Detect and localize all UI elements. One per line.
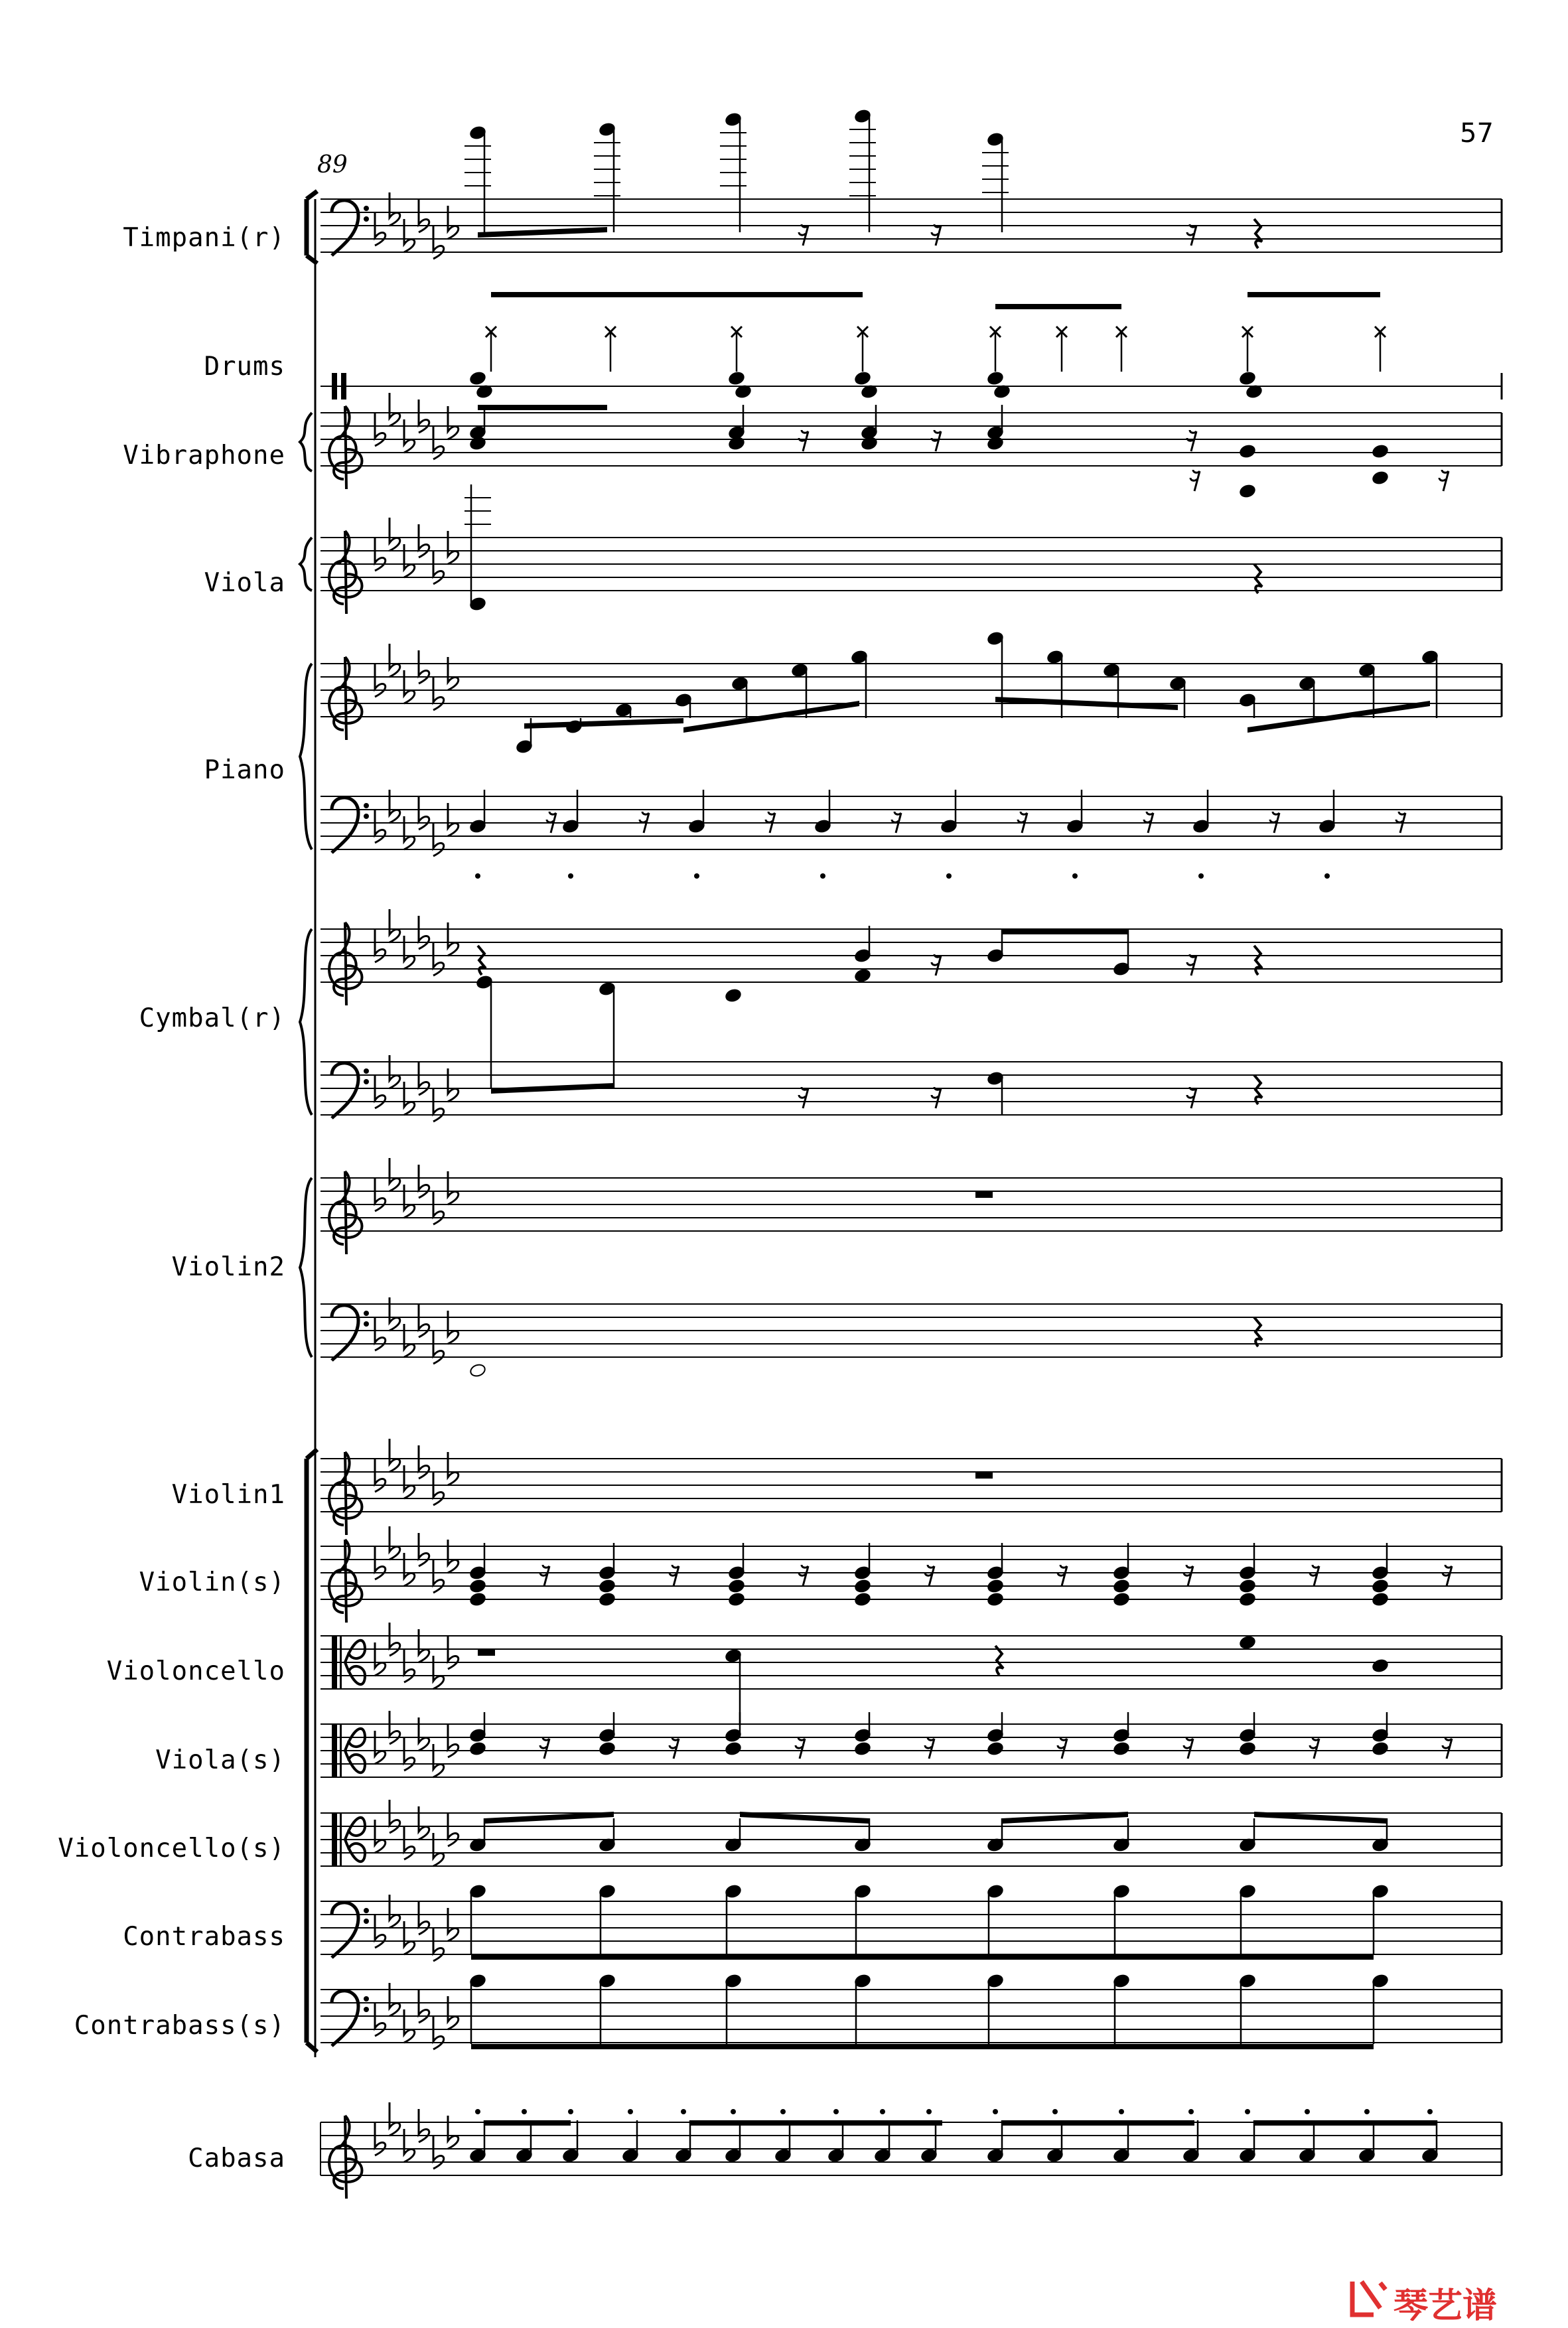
instrument-label-contrabass-s: Contrabass(s) xyxy=(74,2011,285,2041)
flat-icon xyxy=(419,199,429,232)
whole-rest xyxy=(975,1472,993,1479)
sixteenth-rest xyxy=(670,1737,679,1759)
notehead xyxy=(469,1579,486,1594)
flat-icon xyxy=(448,1636,459,1669)
instrument-label-viola: Viola xyxy=(204,568,285,598)
notehead xyxy=(1113,1592,1130,1607)
sixteenth-rest xyxy=(1058,1737,1067,1759)
brace-icon xyxy=(300,1178,312,1357)
flat-icon xyxy=(433,1088,444,1122)
flat-icon xyxy=(448,1908,459,1941)
notehead xyxy=(599,1579,616,1594)
beam xyxy=(471,1954,1374,1960)
flat-icon xyxy=(390,790,400,823)
flat-icon xyxy=(390,1158,400,1191)
flat-icon xyxy=(404,936,415,969)
sixteenth-rest xyxy=(796,1737,805,1759)
notehead xyxy=(728,1592,745,1607)
sixteenth-rest xyxy=(799,1087,808,1108)
quarter-rest xyxy=(1254,946,1262,975)
staccato-dot xyxy=(820,873,825,879)
quarter-rest xyxy=(995,1646,1003,1675)
flat-icon xyxy=(404,1465,415,1498)
alto-clef-icon xyxy=(332,1813,337,1866)
flat-icon xyxy=(375,1459,386,1492)
flat-icon xyxy=(375,2122,386,2155)
flat-icon xyxy=(448,1996,459,2029)
instrument-label-drums: Drums xyxy=(204,352,285,382)
sixteenth-rest xyxy=(1184,1737,1193,1759)
sixteenth-rest xyxy=(799,1565,808,1586)
alto-clef-bar xyxy=(340,1636,342,1689)
notehead xyxy=(1239,1635,1256,1650)
flat-icon xyxy=(404,1921,415,1954)
brace-icon xyxy=(300,929,312,1115)
flat-icon xyxy=(419,1806,429,1840)
flat-icon xyxy=(404,219,415,252)
sixteenth-rest xyxy=(1187,1087,1196,1108)
sixteenth-rest xyxy=(932,1087,941,1108)
bass-clef-dot xyxy=(364,2007,369,2012)
staccato-dot xyxy=(628,2109,633,2114)
staccato-dot xyxy=(1324,873,1330,879)
staccato-dot xyxy=(1119,2109,1124,2114)
notehead xyxy=(1113,1741,1130,1757)
sixteenth-rest xyxy=(1184,1565,1193,1586)
alto-clef-icon xyxy=(332,1724,337,1777)
beam xyxy=(484,2120,571,2126)
flat-icon xyxy=(375,538,386,571)
sixteenth-rest xyxy=(925,1737,934,1759)
music-note-logo-icon xyxy=(1352,2282,1386,2315)
bass-clef-dot xyxy=(364,1068,369,1074)
staccato-dot xyxy=(475,873,480,879)
flat-icon xyxy=(390,2102,400,2136)
beam xyxy=(491,1083,614,1094)
sixteenth-rest xyxy=(932,224,941,246)
flat-icon xyxy=(390,909,400,942)
beam xyxy=(524,718,683,729)
flat-icon xyxy=(390,644,400,677)
treble-clef-icon xyxy=(329,2116,362,2199)
staccato-dot xyxy=(731,2109,736,2114)
beam xyxy=(491,292,863,297)
notehead xyxy=(854,1741,871,1757)
flat-icon xyxy=(433,1928,444,1961)
flat-icon xyxy=(448,657,459,690)
staccato-dot xyxy=(694,873,699,879)
sixteenth-rest xyxy=(1058,1565,1067,1586)
notehead xyxy=(1239,444,1256,459)
treble-clef-icon xyxy=(329,922,362,1005)
notehead xyxy=(469,1741,486,1757)
bass-clef-dot xyxy=(364,216,369,222)
flat-icon xyxy=(448,922,459,956)
sixteenth-rest xyxy=(1187,430,1196,451)
sixteenth-rest xyxy=(1190,470,1200,491)
flat-icon xyxy=(448,1452,459,1485)
notehead xyxy=(987,1741,1004,1757)
page-number: 57 xyxy=(1460,118,1494,149)
flat-icon xyxy=(433,226,444,259)
beam xyxy=(478,227,607,238)
sixteenth-rest xyxy=(932,954,941,976)
staccato-dot xyxy=(946,873,952,879)
flat-icon xyxy=(375,413,386,446)
bass-clef-dot xyxy=(364,206,369,211)
staccato-dot xyxy=(1198,873,1204,879)
notehead xyxy=(1239,371,1256,386)
flat-icon xyxy=(433,1744,444,1777)
flat-icon xyxy=(433,426,444,459)
instrument-label-viola-s: Viola(s) xyxy=(155,1745,285,1775)
notehead xyxy=(854,1579,871,1594)
flat-icon xyxy=(375,1642,386,1676)
flat-icon xyxy=(419,1990,429,2023)
beam xyxy=(690,2120,942,2126)
treble-clef-icon xyxy=(329,657,362,740)
flat-icon xyxy=(404,2129,415,2162)
beam xyxy=(995,304,1121,309)
flat-icon xyxy=(433,942,444,976)
staccato-dot xyxy=(1427,2109,1433,2114)
flat-icon xyxy=(433,1331,444,1364)
brace-icon xyxy=(300,538,312,591)
notehead xyxy=(728,371,745,386)
notehead xyxy=(728,1579,745,1594)
staccato-dot xyxy=(681,2109,686,2114)
flat-icon xyxy=(404,1737,415,1771)
notehead xyxy=(854,1592,871,1607)
flat-icon xyxy=(419,2109,429,2142)
flat-icon xyxy=(448,206,459,239)
flat-icon xyxy=(404,816,415,849)
quarter-rest xyxy=(1254,564,1262,593)
flat-icon xyxy=(419,400,429,433)
treble-clef-icon xyxy=(329,1171,362,1254)
flat-icon xyxy=(375,810,386,843)
flat-icon xyxy=(448,803,459,836)
bass-clef-dot xyxy=(364,814,369,819)
flat-icon xyxy=(390,1623,400,1656)
flat-icon xyxy=(419,1901,429,1934)
bass-clef-dot xyxy=(364,803,369,808)
notehead xyxy=(1239,1592,1256,1607)
sixteenth-rest xyxy=(799,224,808,246)
flat-icon xyxy=(433,1472,444,1505)
bass-clef-dot xyxy=(364,1321,369,1327)
sixteenth-rest xyxy=(1310,1737,1319,1759)
flat-icon xyxy=(419,650,429,684)
sixteenth-rest xyxy=(540,1565,549,1586)
notehead xyxy=(854,968,871,983)
treble-clef-icon xyxy=(329,406,362,489)
instrument-label-violin1: Violin1 xyxy=(171,1480,285,1510)
bass-clef-dot xyxy=(364,1919,369,1924)
alto-clef-bar xyxy=(340,1724,342,1777)
flat-icon xyxy=(390,1526,400,1560)
flat-icon xyxy=(404,670,415,703)
measure-number: 89 xyxy=(317,151,348,179)
notehead xyxy=(987,371,1004,386)
flat-icon xyxy=(375,212,386,246)
instrument-label-piano: Piano xyxy=(204,755,285,785)
staccato-dot xyxy=(1072,873,1078,879)
sixteenth-rest xyxy=(1443,1737,1452,1759)
flat-icon xyxy=(433,551,444,584)
flat-icon xyxy=(419,1533,429,1566)
flat-icon xyxy=(419,1165,429,1198)
instrument-label-timpani: Timpani(r) xyxy=(123,223,285,253)
flat-icon xyxy=(433,1191,444,1224)
beam xyxy=(478,405,607,410)
notehead xyxy=(1372,471,1389,486)
notehead xyxy=(1372,1579,1389,1594)
bass-clef-icon xyxy=(332,1063,358,1118)
whole-rest xyxy=(975,1191,993,1198)
staccato-dot xyxy=(522,2109,527,2114)
staccato-dot xyxy=(568,873,573,879)
notehead xyxy=(1372,1741,1389,1757)
flat-icon xyxy=(433,677,444,710)
brace-icon xyxy=(300,413,312,471)
notehead xyxy=(469,1592,486,1607)
notehead xyxy=(1372,1592,1389,1607)
flat-icon xyxy=(448,1311,459,1344)
flat-icon xyxy=(419,1717,429,1751)
beam xyxy=(1254,2120,1437,2126)
flat-icon xyxy=(390,1711,400,1744)
notehead xyxy=(599,1592,616,1607)
notehead xyxy=(725,988,742,1003)
flat-icon xyxy=(375,2003,386,2036)
notehead xyxy=(725,1741,742,1757)
sixteenth-rest xyxy=(1310,1565,1319,1586)
beam xyxy=(1002,2120,1194,2126)
flat-icon xyxy=(404,544,415,577)
instrument-label-violoncello: Violoncello xyxy=(106,1656,285,1686)
flat-icon xyxy=(404,1185,415,1218)
flat-icon xyxy=(433,1833,444,1866)
instrument-label-violoncello-s: Violoncello(s) xyxy=(58,1834,285,1863)
bass-clef-dot xyxy=(364,1311,369,1316)
flat-icon xyxy=(390,192,400,226)
flat-icon xyxy=(375,664,386,697)
bass-clef-icon xyxy=(332,200,358,255)
notehead xyxy=(1372,1658,1389,1674)
notehead xyxy=(1113,1579,1130,1594)
bass-clef-icon xyxy=(332,1991,358,2046)
beam xyxy=(1002,929,1128,934)
instrument-label-vibraphone: Vibraphone xyxy=(123,441,285,471)
flat-icon xyxy=(375,1075,386,1108)
flat-icon xyxy=(375,1915,386,1948)
flat-icon xyxy=(404,1826,415,1859)
flat-icon xyxy=(375,1820,386,1853)
flat-icon xyxy=(390,1895,400,1928)
flat-icon xyxy=(404,1082,415,1115)
flat-icon xyxy=(419,1304,429,1337)
flat-icon xyxy=(419,796,429,830)
alto-clef-bar xyxy=(340,1813,342,1866)
flat-icon xyxy=(448,406,459,439)
flat-icon xyxy=(404,419,415,453)
bass-clef-icon xyxy=(332,1305,358,1360)
flat-icon xyxy=(390,518,400,551)
instrument-label-contrabass: Contrabass xyxy=(123,1922,285,1952)
notehead xyxy=(987,1579,1004,1594)
staccato-dot xyxy=(926,2109,932,2114)
notehead xyxy=(1239,1741,1256,1757)
flat-icon xyxy=(419,524,429,557)
staccato-dot xyxy=(1052,2109,1058,2114)
sixteenth-rest xyxy=(925,1565,934,1586)
flat-icon xyxy=(375,929,386,962)
flat-icon xyxy=(419,916,429,949)
instrument-label-violin-s: Violin(s) xyxy=(139,1567,285,1597)
notehead xyxy=(1372,444,1389,459)
flat-icon xyxy=(433,823,444,856)
notehead xyxy=(469,1363,486,1378)
watermark-text: 琴艺谱 xyxy=(1393,2286,1498,2326)
notehead xyxy=(1239,1579,1256,1594)
flat-icon xyxy=(375,1546,386,1579)
staccato-dot xyxy=(880,2109,885,2114)
treble-clef-icon xyxy=(329,1540,362,1623)
quarter-rest xyxy=(478,946,486,975)
staccato-dot xyxy=(1188,2109,1194,2114)
flat-icon xyxy=(375,1731,386,1764)
flat-icon xyxy=(433,1560,444,1593)
bass-clef-icon xyxy=(332,798,358,853)
alto-clef-icon xyxy=(332,1636,337,1689)
staccato-dot xyxy=(1305,2109,1310,2114)
instrument-label-violin2: Violin2 xyxy=(171,1252,285,1282)
flat-icon xyxy=(433,1656,444,1689)
flat-icon xyxy=(433,2016,444,2049)
flat-icon xyxy=(390,1439,400,1472)
instrument-label-cabasa: Cabasa xyxy=(188,2144,285,2173)
flat-icon xyxy=(404,1324,415,1357)
quarter-rest xyxy=(1254,1317,1262,1346)
staccato-dot xyxy=(1245,2109,1250,2114)
flat-icon xyxy=(448,1724,459,1757)
flat-icon xyxy=(419,1629,429,1662)
percussion-clef-icon xyxy=(341,373,346,400)
flat-icon xyxy=(390,1800,400,1833)
percussion-clef-icon xyxy=(332,373,337,400)
sixteenth-rest xyxy=(799,430,808,451)
staccato-dot xyxy=(833,2109,839,2114)
notehead xyxy=(599,1741,616,1757)
staccato-dot xyxy=(1364,2109,1370,2114)
sixteenth-rest xyxy=(670,1565,679,1586)
flat-icon xyxy=(448,531,459,564)
flat-icon xyxy=(390,1297,400,1331)
flat-icon xyxy=(390,1055,400,1088)
whole-rest xyxy=(478,1649,495,1656)
sixteenth-rest xyxy=(1187,224,1196,246)
flat-icon xyxy=(448,1540,459,1573)
sixteenth-rest xyxy=(540,1737,549,1759)
flat-icon xyxy=(448,1813,459,1846)
flat-icon xyxy=(404,1649,415,1682)
staccato-dot xyxy=(475,2109,480,2114)
flat-icon xyxy=(419,1445,429,1479)
sixteenth-rest xyxy=(1443,1565,1452,1586)
flat-icon xyxy=(448,1171,459,1204)
bass-clef-dot xyxy=(364,1079,369,1084)
bass-clef-dot xyxy=(364,1996,369,2001)
flat-icon xyxy=(390,393,400,426)
quarter-rest xyxy=(1254,219,1262,248)
notehead xyxy=(854,371,871,386)
notehead xyxy=(1239,484,1256,499)
bass-clef-dot xyxy=(364,1908,369,1913)
staccato-dot xyxy=(568,2109,573,2114)
sixteenth-rest xyxy=(1187,954,1196,976)
flat-icon xyxy=(448,2116,459,2149)
beam xyxy=(1247,292,1380,297)
flat-icon xyxy=(419,1062,429,1095)
notehead xyxy=(469,371,486,386)
flat-icon xyxy=(448,1068,459,1102)
staccato-dot xyxy=(780,2109,786,2114)
instrument-label-cymbal: Cymbal(r) xyxy=(139,1003,285,1033)
flat-icon xyxy=(404,1553,415,1586)
bass-clef-icon xyxy=(332,1903,358,1958)
sixteenth-rest xyxy=(932,430,941,451)
beam xyxy=(471,2044,1374,2049)
flat-icon xyxy=(390,1983,400,2016)
flat-icon xyxy=(375,1317,386,1350)
quarter-rest xyxy=(1254,1075,1262,1104)
notehead xyxy=(987,1592,1004,1607)
staccato-dot xyxy=(993,2109,998,2114)
treble-clef-icon xyxy=(329,1452,362,1535)
flat-icon xyxy=(433,2136,444,2169)
sixteenth-rest xyxy=(1439,470,1449,491)
flat-icon xyxy=(375,1178,386,1211)
flat-icon xyxy=(404,2009,415,2043)
brace-icon xyxy=(300,664,312,849)
treble-clef-icon xyxy=(329,531,362,614)
